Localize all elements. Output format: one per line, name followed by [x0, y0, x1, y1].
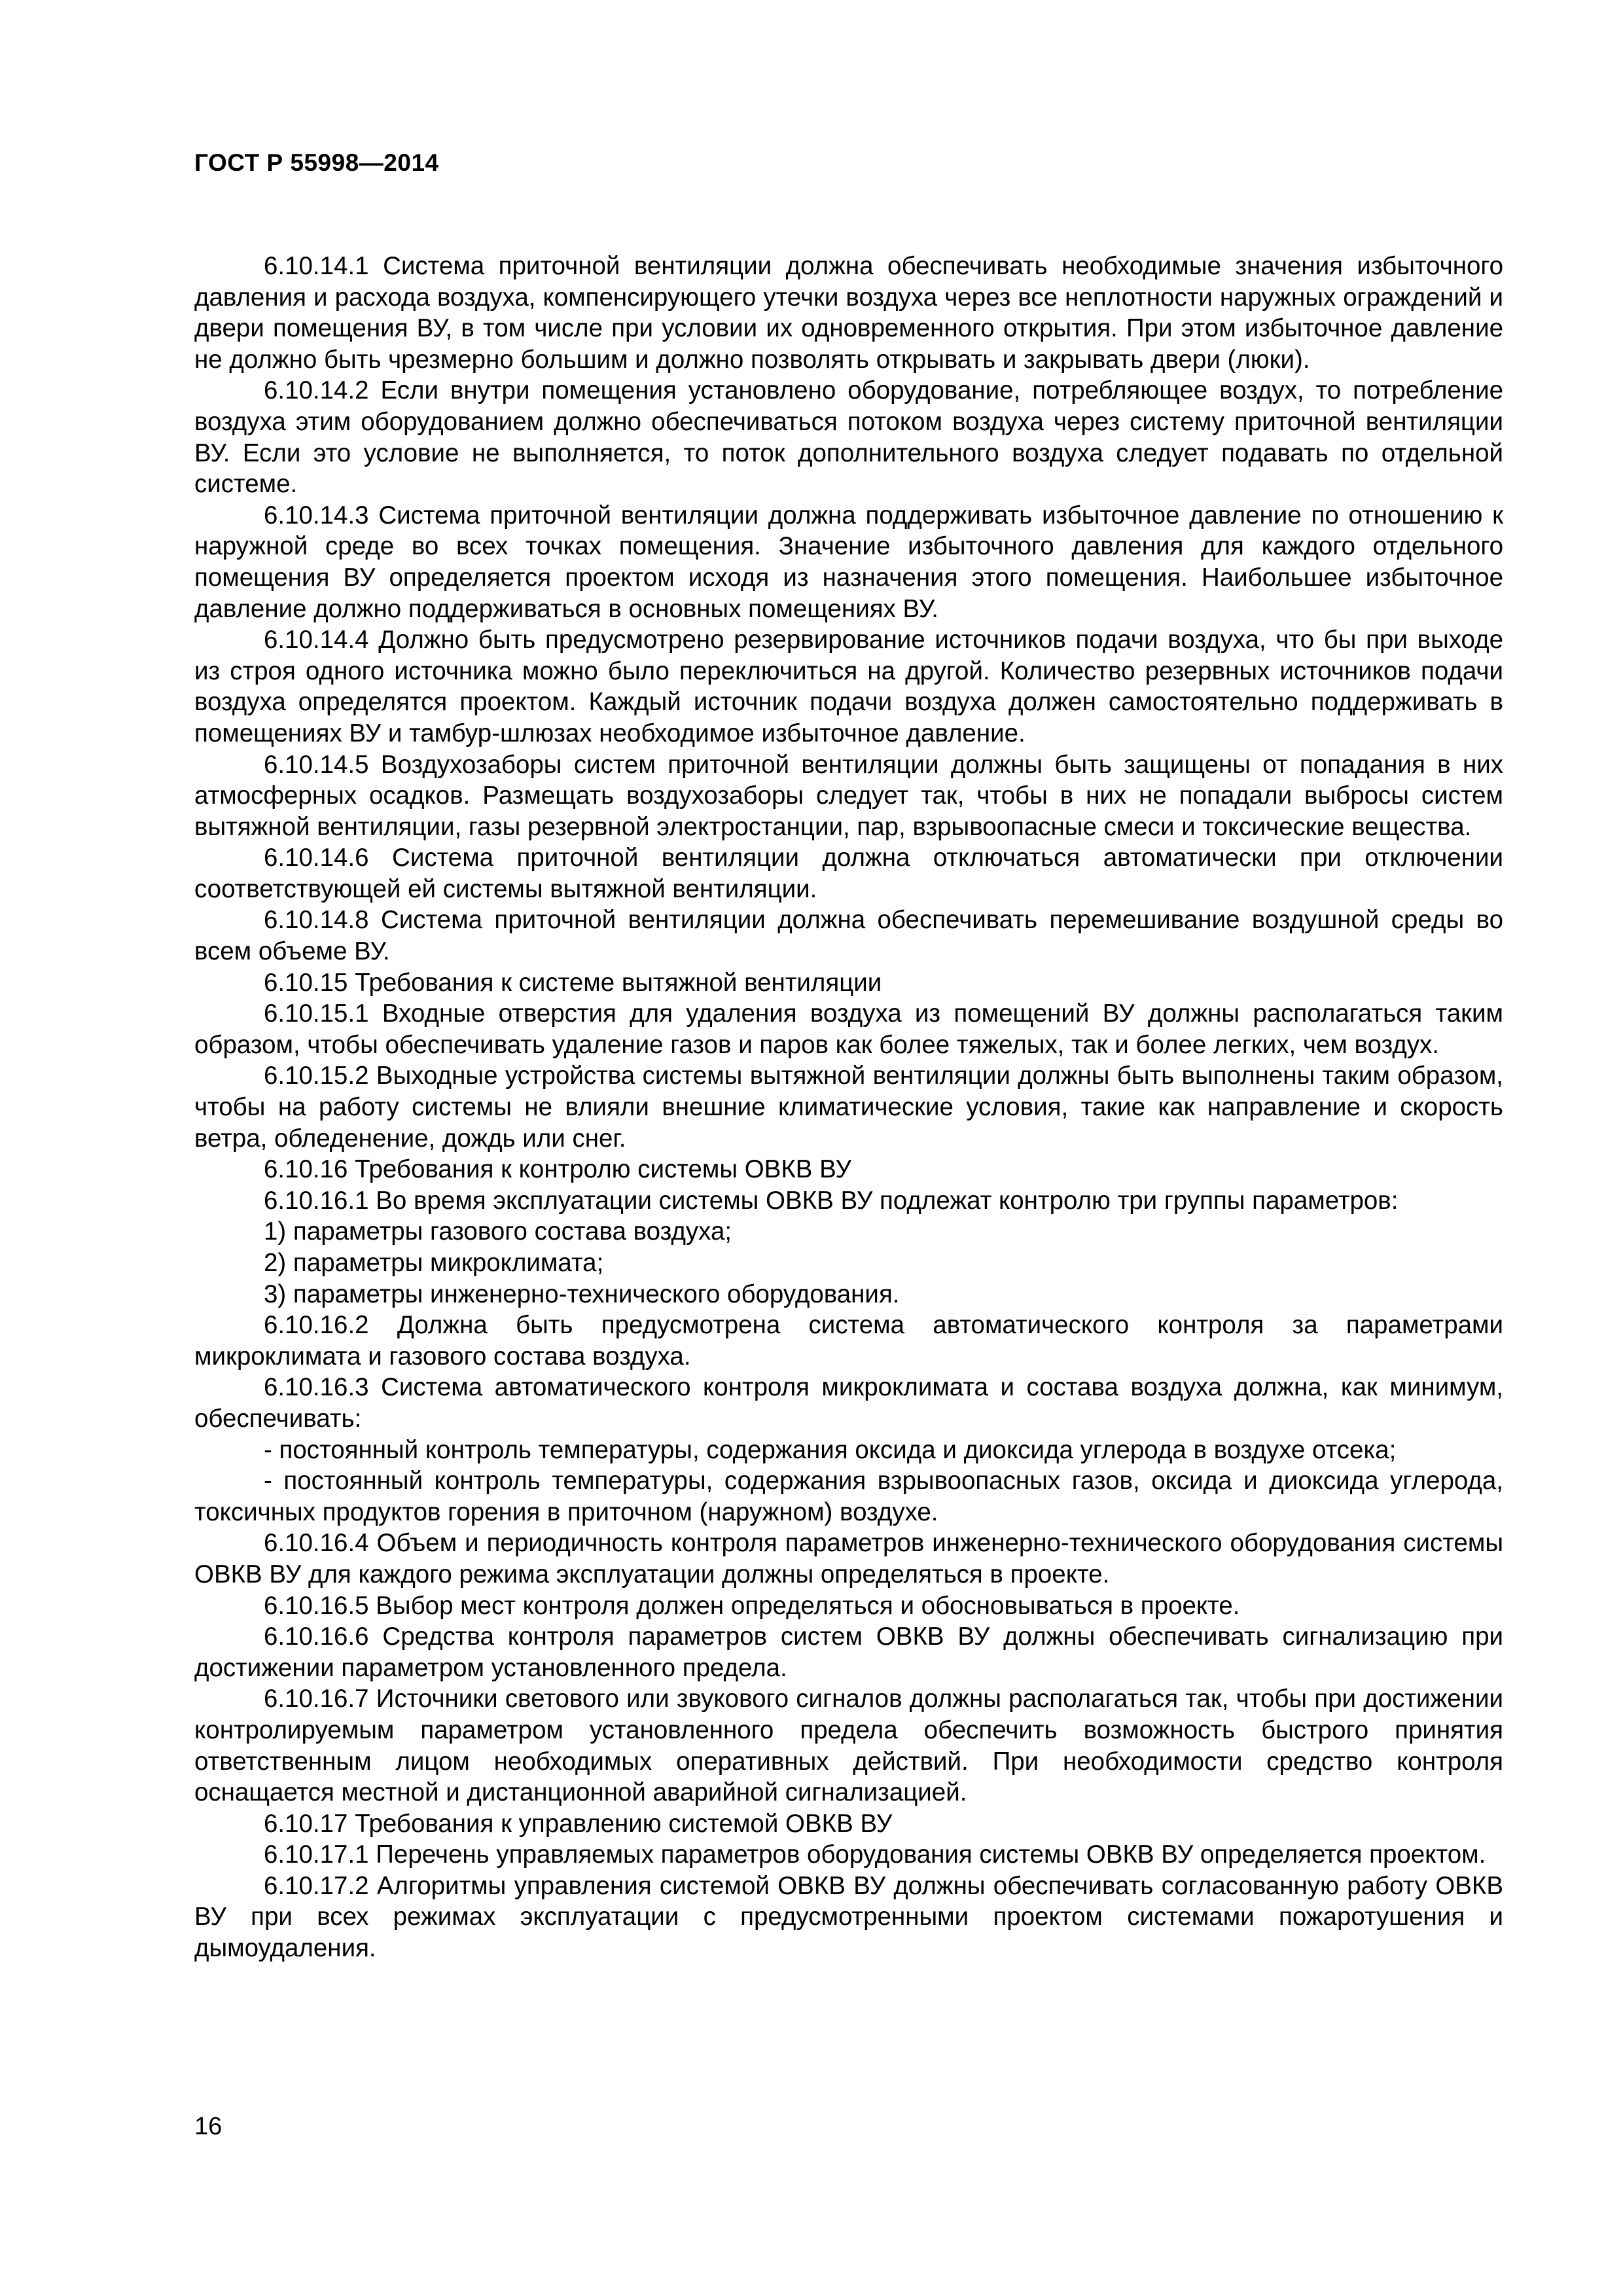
list-item: 1) параметры газового состава воздуха;: [264, 1217, 732, 1246]
paragraph-6-10-14-6: 6.10.14.6 Система приточной вентиляции должна отключаться автоматически при отключении соответствующей ей системы вытяжной вентиляции.: [194, 844, 1503, 903]
list-item: 3) параметры инженерно-технического оборудования.: [264, 1280, 900, 1308]
document-header: ГОСТ Р 55998—2014: [194, 149, 439, 176]
paragraph-6-10-16-6: 6.10.16.6 Средства контроля параметров систем ОВКВ ВУ должны обеспечивать сигнализацию при достижении параметром установленного предела.: [194, 1623, 1503, 1682]
paragraph-6-10-16-5: 6.10.16.5 Выбор мест контроля должен определяться и обосновываться в проекте.: [264, 1591, 1240, 1620]
paragraph-6-10-14-8: 6.10.14.8 Система приточной вентиляции должна обеспечивать перемешивание воздушной среды во всем объеме ВУ.: [194, 906, 1503, 966]
paragraph-6-10-14-5: 6.10.14.5 Воздухозаборы систем приточной вентиляции должны быть защищены от попадания в них атмосферных осадков. Размещать воздухозаборы следует так, чтобы в них не попадали выбросы систем вытяжной вентиляции, газы резервной электростанции, пар, взрывоопасные смеси и токсические вещества.: [194, 750, 1503, 841]
list-item: 2) параметры микроклимата;: [264, 1249, 604, 1277]
paragraph-6-10-14-3: 6.10.14.3 Система приточной вентиляции должна поддерживать избыточное давление по отношению к наружной среде во всех точках помещения. Значение избыточного давления для каждого отдельного помещения ВУ определяется проектом исходя из назначения этого помещения. Наибольшее избыточное давление должно поддерживаться в основных помещениях ВУ.: [194, 501, 1503, 623]
section-heading-6-10-16: 6.10.16 Требования к контролю системы ОВКВ ВУ: [264, 1155, 851, 1184]
paragraph-6-10-16-2: 6.10.16.2 Должна быть предусмотрена система автоматического контроля за параметрами микроклимата и газового состава воздуха.: [194, 1311, 1503, 1371]
paragraph-6-10-14-2: 6.10.14.2 Если внутри помещения установлено оборудование, потребляющее воздух, то потребление воздуха этим оборудованием должно обеспечиваться потоком воздуха через систему приточной вентиляции ВУ. Если это условие не выполняется, то поток дополнительного воздуха следует подавать по отдельной системе.: [194, 376, 1503, 499]
list-item: - постоянный контроль температуры, содержания взрывоопасных газов, оксида и диоксида углерода, токсичных продуктов горения в приточном (наружном) воздухе.: [194, 1467, 1503, 1526]
list-item: - постоянный контроль температуры, содержания оксида и диоксида углерода в воздухе отсека;: [264, 1435, 1397, 1464]
paragraph-6-10-16-4: 6.10.16.4 Объем и периодичность контроля параметров инженерно-технического оборудования системы ОВКВ ВУ для каждого режима эксплуатации должны определяться в проекте.: [194, 1529, 1503, 1588]
section-heading-6-10-17: 6.10.17 Требования к управлению системой ОВКВ ВУ: [264, 1809, 893, 1838]
paragraph-6-10-16-1: 6.10.16.1 Во время эксплуатации системы ОВКВ ВУ подлежат контролю три группы параметров:: [264, 1186, 1399, 1215]
paragraph-6-10-17-1: 6.10.17.1 Перечень управляемых параметров оборудования системы ОВКВ ВУ определяется проектом.: [264, 1840, 1486, 1869]
paragraph-6-10-15-2: 6.10.15.2 Выходные устройства системы вытяжной вентиляции должны быть выполнены таким образом, чтобы на работу системы не влияли внешние климатические условия, такие как направление и скорость ветра, обледенение, дождь или снег.: [194, 1062, 1503, 1153]
paragraph-6-10-14-1: 6.10.14.1 Система приточной вентиляции должна обеспечивать необходимые значения избыточного давления и расхода воздуха, компенсирующего утечки воздуха через все неплотности наружных ограждений и двери помещения ВУ, в том числе при условии их одновременного открытия. При этом избыточное давление не должно быть чрезмерно большим и должно позволять открывать и закрывать двери (люки).: [194, 252, 1503, 374]
document-body: [194, 251, 1503, 1964]
paragraph-6-10-16-7: 6.10.16.7 Источники светового или звукового сигналов должны располагаться так, чтобы при достижении контролируемым параметром установленного предела обеспечить возможность быстрого принятия ответственным лицом необходимых оперативных действий. При необходимости средство контроля оснащается местной и дистанционной аварийной сигнализацией.: [194, 1685, 1503, 1807]
paragraph-6-10-14-4: 6.10.14.4 Должно быть предусмотрено резервирование источников подачи воздуха, что бы при выходе из строя одного источника можно было переключиться на другой. Количество резервных источников подачи воздуха определятся проектом. Каждый источник подачи воздуха должен самостоятельно поддерживать в помещениях ВУ и тамбур-шлюзах необходимое избыточное давление.: [194, 626, 1503, 747]
page-number: 16: [194, 2113, 223, 2140]
paragraph-6-10-17-2: 6.10.17.2 Алгоритмы управления системой ОВКВ ВУ должны обеспечивать согласованную работу ОВКВ ВУ при всех режимах эксплуатации с предусмотренными проектом системами пожаротушения и дымоудаления.: [194, 1871, 1503, 1963]
paragraph-6-10-16-3: 6.10.16.3 Система автоматического контроля микроклимата и состава воздуха должна, как минимум, обеспечивать:: [194, 1373, 1503, 1433]
section-heading-6-10-15: 6.10.15 Требования к системе вытяжной вентиляции: [264, 968, 882, 997]
paragraph-6-10-15-1: 6.10.15.1 Входные отверстия для удаления воздуха из помещений ВУ должны располагаться таким образом, чтобы обеспечивать удаление газов и паров как более тяжелых, так и более легких, чем воздух.: [194, 999, 1503, 1059]
